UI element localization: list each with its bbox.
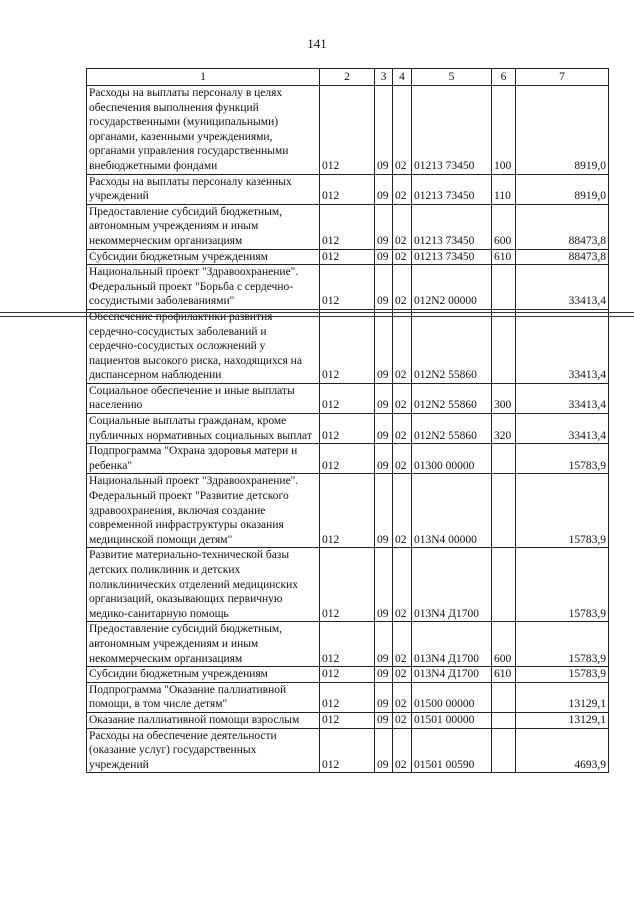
row-name: Подпрограмма "Охрана здоровья матери и ребенка" [87, 444, 320, 474]
row-pr: 02 [393, 728, 412, 773]
row-name: Расходы на выплаты персоналу казенных учреждений [87, 174, 320, 204]
header-cell: 7 [516, 69, 609, 86]
table-row [87, 728, 609, 773]
row-name: Расходы на выплаты персоналу в целях обеспечения выполнения функций государственными (муниципальными) органами, казенными учреждениями, органами управления государственными внебюджетными фондами [87, 86, 320, 175]
row-vr [492, 682, 516, 712]
header-cell: 3 [375, 69, 393, 86]
budget-table [86, 68, 609, 773]
row-csr: 013N4 Д1700 [412, 667, 492, 683]
row-pr: 02 [393, 548, 412, 622]
table-row [87, 712, 609, 728]
row-vr [492, 728, 516, 773]
row-ved: 012 [320, 622, 375, 667]
row-vr [492, 265, 516, 310]
table-row [87, 249, 609, 265]
row-rz: 09 [375, 265, 393, 310]
row-csr: 01501 00590 [412, 728, 492, 773]
row-ved: 012 [320, 414, 375, 444]
table-row [87, 667, 609, 683]
row-rz: 09 [375, 414, 393, 444]
table-row [87, 414, 609, 444]
row-name: Социальные выплаты гражданам, кроме публичных нормативных социальных выплат [87, 414, 320, 444]
row-csr: 01213 73450 [412, 174, 492, 204]
row-rz: 09 [375, 383, 393, 413]
row-ved: 012 [320, 265, 375, 310]
row-vr: 600 [492, 204, 516, 249]
row-vr: 610 [492, 667, 516, 683]
row-vr: 110 [492, 174, 516, 204]
table-row [87, 86, 609, 175]
row-name: Социальное обеспечение и иные выплаты населению [87, 383, 320, 413]
row-rz: 09 [375, 622, 393, 667]
row-sum: 15783,9 [516, 667, 609, 683]
row-vr: 320 [492, 414, 516, 444]
row-ved: 012 [320, 174, 375, 204]
row-csr: 01213 73450 [412, 86, 492, 175]
row-pr: 02 [393, 86, 412, 175]
row-sum: 13129,1 [516, 682, 609, 712]
row-sum: 15783,9 [516, 474, 609, 548]
row-pr: 02 [393, 622, 412, 667]
row-rz: 09 [375, 444, 393, 474]
row-rz: 09 [375, 728, 393, 773]
row-ved: 012 [320, 204, 375, 249]
table-row [87, 383, 609, 413]
page-number: 141 [307, 36, 327, 51]
row-csr: 01213 73450 [412, 249, 492, 265]
row-sum: 4693,9 [516, 728, 609, 773]
row-pr: 02 [393, 249, 412, 265]
row-csr: 013N4 00000 [412, 474, 492, 548]
row-csr: 012N2 55860 [412, 309, 492, 383]
row-name: Предоставление субсидий бюджетным, автономным учреждениям и иным некоммерческим организациям [87, 204, 320, 249]
row-pr: 02 [393, 444, 412, 474]
row-pr: 02 [393, 414, 412, 444]
table-row [87, 444, 609, 474]
row-csr: 01501 00000 [412, 712, 492, 728]
header-cell: 1 [87, 69, 320, 86]
row-csr: 012N2 55860 [412, 414, 492, 444]
row-vr [492, 712, 516, 728]
row-csr: 013N4 Д1700 [412, 622, 492, 667]
row-pr: 02 [393, 204, 412, 249]
row-vr [492, 548, 516, 622]
scan-line [0, 312, 634, 313]
row-name: Субсидии бюджетным учреждениям [87, 667, 320, 683]
row-pr: 02 [393, 309, 412, 383]
row-sum: 15783,9 [516, 444, 609, 474]
table-row [87, 622, 609, 667]
header-cell: 6 [492, 69, 516, 86]
header-row [87, 69, 609, 86]
row-sum: 15783,9 [516, 548, 609, 622]
header-cell: 4 [393, 69, 412, 86]
row-name: Развитие материально-технической базы детских поликлиник и детских поликлинических отделений медицинских организаций, оказывающих первичную медико-санитарную помощь [87, 548, 320, 622]
row-rz: 09 [375, 474, 393, 548]
row-csr: 013N4 Д1700 [412, 548, 492, 622]
row-rz: 09 [375, 249, 393, 265]
row-rz: 09 [375, 204, 393, 249]
row-sum: 88473,8 [516, 249, 609, 265]
row-name: Национальный проект "Здравоохранение". Федеральный проект "Развитие детского здравоохранения, включая создание современной инфраструктуры оказания медицинской помощи детям" [87, 474, 320, 548]
header-cell: 5 [412, 69, 492, 86]
row-ved: 012 [320, 444, 375, 474]
row-ved: 012 [320, 548, 375, 622]
row-ved: 012 [320, 712, 375, 728]
row-vr: 100 [492, 86, 516, 175]
row-name: Расходы на обеспечение деятельности (оказание услуг) государственных учреждений [87, 728, 320, 773]
row-ved: 012 [320, 474, 375, 548]
row-ved: 012 [320, 682, 375, 712]
table-row [87, 174, 609, 204]
row-vr [492, 444, 516, 474]
row-rz: 09 [375, 309, 393, 383]
table-row [87, 309, 609, 383]
row-pr: 02 [393, 682, 412, 712]
row-ved: 012 [320, 309, 375, 383]
row-vr [492, 474, 516, 548]
table-row [87, 548, 609, 622]
row-rz: 09 [375, 86, 393, 175]
row-csr: 01300 00000 [412, 444, 492, 474]
row-ved: 012 [320, 86, 375, 175]
row-name: Обеспечение профилактики развития сердечно-сосудистых заболеваний и сердечно-сосудистых осложнений у пациентов высокого риска, находящихся на диспансерном наблюдении [87, 309, 320, 383]
row-sum: 33413,4 [516, 309, 609, 383]
row-pr: 02 [393, 474, 412, 548]
row-vr: 610 [492, 249, 516, 265]
row-csr: 012N2 55860 [412, 383, 492, 413]
row-ved: 012 [320, 667, 375, 683]
row-csr: 01213 73450 [412, 204, 492, 249]
row-vr [492, 309, 516, 383]
table-row [87, 474, 609, 548]
table-row [87, 204, 609, 249]
row-ved: 012 [320, 249, 375, 265]
table-row [87, 682, 609, 712]
row-sum: 33413,4 [516, 265, 609, 310]
row-sum: 8919,0 [516, 174, 609, 204]
row-rz: 09 [375, 548, 393, 622]
row-sum: 15783,9 [516, 622, 609, 667]
row-rz: 09 [375, 682, 393, 712]
row-csr: 01500 00000 [412, 682, 492, 712]
row-sum: 33413,4 [516, 383, 609, 413]
row-name: Субсидии бюджетным учреждениям [87, 249, 320, 265]
row-pr: 02 [393, 712, 412, 728]
row-name: Предоставление субсидий бюджетным, автономным учреждениям и иным некоммерческим организациям [87, 622, 320, 667]
row-pr: 02 [393, 265, 412, 310]
row-name: Оказание паллиативной помощи взрослым [87, 712, 320, 728]
row-vr: 600 [492, 622, 516, 667]
row-pr: 02 [393, 174, 412, 204]
row-pr: 02 [393, 667, 412, 683]
scan-line [0, 316, 634, 317]
row-name: Национальный проект "Здравоохранение". Федеральный проект "Борьба с сердечно-сосудистыми заболеваниями" [87, 265, 320, 310]
row-vr: 300 [492, 383, 516, 413]
row-sum: 88473,8 [516, 204, 609, 249]
row-sum: 8919,0 [516, 86, 609, 175]
row-name: Подпрограмма "Оказание паллиативной помощи, в том числе детям" [87, 682, 320, 712]
table-row [87, 265, 609, 310]
row-rz: 09 [375, 667, 393, 683]
row-sum: 33413,4 [516, 414, 609, 444]
row-ved: 012 [320, 383, 375, 413]
row-csr: 012N2 00000 [412, 265, 492, 310]
row-ved: 012 [320, 728, 375, 773]
header-cell: 2 [320, 69, 375, 86]
row-sum: 13129,1 [516, 712, 609, 728]
row-rz: 09 [375, 174, 393, 204]
row-pr: 02 [393, 383, 412, 413]
row-rz: 09 [375, 712, 393, 728]
